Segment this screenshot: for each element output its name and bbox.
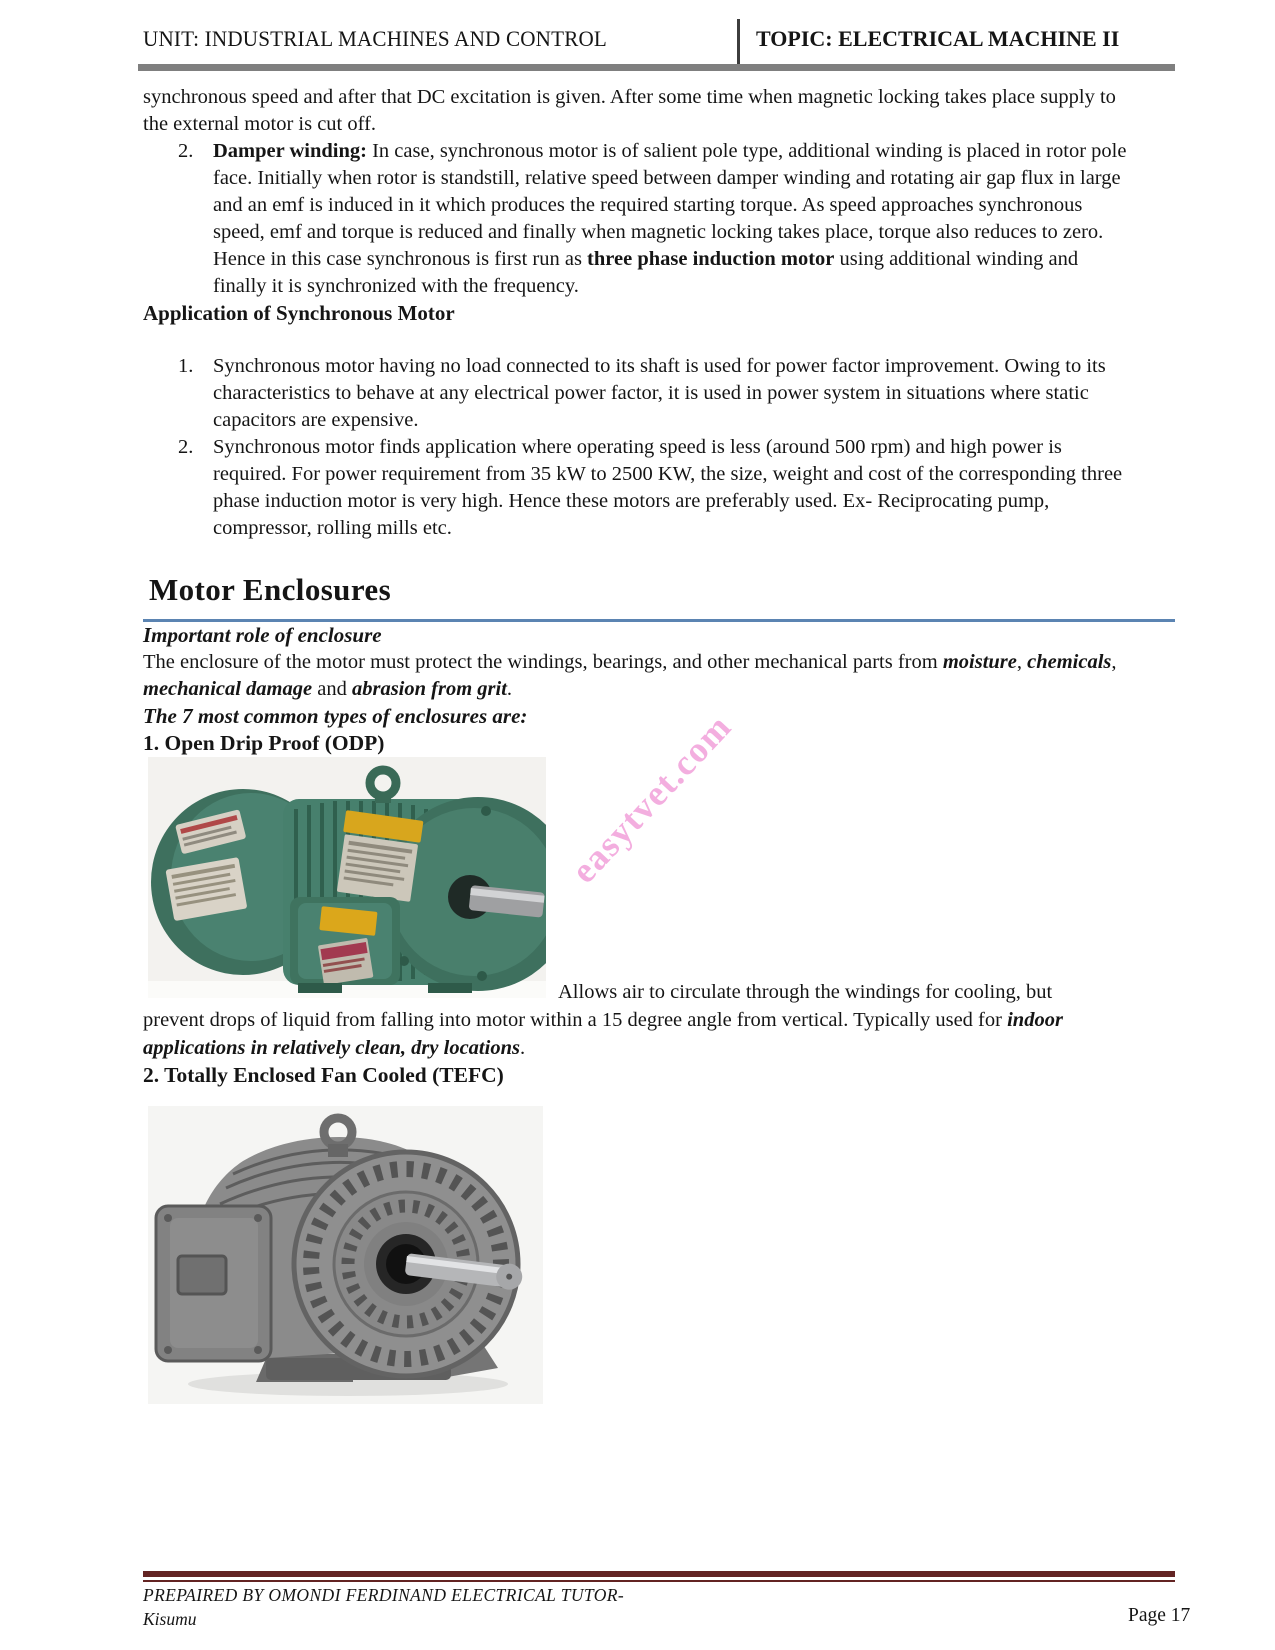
odp-motor-image bbox=[148, 757, 546, 998]
list-item-low-speed-high-power bbox=[143, 434, 1136, 542]
header-rule bbox=[138, 64, 1175, 71]
list-marker: 2. bbox=[178, 140, 194, 162]
tefc-heading: 2. Totally Enclosed Fan Cooled (TEFC) bbox=[143, 1063, 504, 1087]
header-unit-title: UNIT: INDUSTRIAL MACHINES AND CONTROL bbox=[143, 26, 608, 51]
watermark: easytvet.com bbox=[563, 706, 740, 891]
emphasis-mechanical-damage: mechanical damage bbox=[143, 678, 313, 700]
footer-rule-thick bbox=[143, 1571, 1175, 1577]
period: . bbox=[519, 1037, 526, 1059]
application-heading: Application of Synchronous Motor bbox=[143, 301, 455, 325]
continuation-paragraph: synchronous speed and after that DC excitation is given. After some time when magnetic locking takes place supply to the external motor is cut off. bbox=[143, 86, 1116, 135]
emphasis-chemicals: chemicals bbox=[1027, 651, 1112, 673]
footer-location: Kisumu bbox=[143, 1609, 197, 1629]
emphasis-moisture: moisture bbox=[942, 651, 1017, 673]
emphasis-applications-locations: applications in relatively clean, dry locations bbox=[143, 1037, 520, 1059]
damper-winding-tail: using additional winding and finally it is synchronized with the frequency. bbox=[213, 248, 1079, 297]
enclosure-protect-paragraph bbox=[143, 649, 1136, 703]
separator: , bbox=[1016, 651, 1028, 673]
list-item-damper-winding bbox=[143, 138, 1136, 300]
damper-winding-lead: Damper winding: bbox=[213, 140, 367, 162]
body-name-plate bbox=[335, 810, 424, 902]
list-marker: 1. bbox=[178, 355, 194, 377]
emphasis-abrasion: abrasion from grit bbox=[351, 678, 507, 700]
footer-page-number: Page 17 bbox=[1128, 1605, 1191, 1626]
separator: , bbox=[1111, 651, 1117, 673]
list-item-text: Synchronous motor having no load connected to its shaft is used for power factor improvement. Owing to its characteristics to behave at any electrical power factor, it is used in power system in situations where static capacitors are expensive. bbox=[213, 355, 1106, 431]
document-body bbox=[143, 84, 1136, 1404]
header-divider bbox=[737, 19, 740, 64]
application-list bbox=[143, 353, 1136, 542]
list-item-text bbox=[213, 138, 1136, 300]
three-phase-bold-phrase: three phase induction motor bbox=[587, 248, 835, 270]
list-item-text: Synchronous motor finds application where operating speed is less (around 500 rpm) and high power is required. For power requirement from 35 kW to 2500 KW, the size, weight and cost of the corresponding three phase induction motor is very high. Hence these motors are preferably used. Ex- Reciprocating pump, compressor, rolling mills etc. bbox=[213, 436, 1123, 539]
motor-enclosures-heading-block bbox=[143, 572, 1175, 622]
odp-caption-line2: prevent drops of liquid from falling into motor within a 15 degree angle from vertical. Typically used for bbox=[143, 1009, 1008, 1031]
separator: and bbox=[312, 678, 352, 700]
list-item-power-factor bbox=[143, 353, 1136, 434]
role-of-enclosure-subheading: Important role of enclosure bbox=[143, 623, 382, 647]
header-topic-title: TOPIC: ELECTRICAL MACHINE II bbox=[756, 26, 1120, 51]
period: . bbox=[506, 678, 513, 700]
motor-enclosures-heading: Motor Enclosures bbox=[149, 572, 392, 607]
seven-types-line: The 7 most common types of enclosures are: bbox=[143, 704, 528, 728]
footer-rule-thin bbox=[143, 1580, 1175, 1582]
tefc-motor-image bbox=[148, 1106, 1136, 1404]
odp-heading: 1. Open Drip Proof (ODP) bbox=[143, 731, 385, 755]
footer-prepared-by: PREPAIRED BY OMONDI FERDINAND ELECTRICAL TUTOR- bbox=[143, 1585, 625, 1605]
damper-winding-body: In case, synchronous motor is of salient pole type, additional winding is placed in rotor pole face. Initially when rotor is standstill, relative speed between damper winding and rotating air gap flux in large and an emf is induced in it which produces the required starting torque. As speed approaches synchronous speed, emf and torque is reduced and finally when magnetic locking takes place, torque also reduces to zero. Hence in this case synchronous is first run as bbox=[213, 140, 1127, 270]
list-marker: 2. bbox=[178, 436, 194, 458]
protect-lead: The enclosure of the motor must protect the windings, bearings, and other mechanical parts from bbox=[143, 651, 943, 673]
emphasis-indoor: indoor bbox=[1007, 1009, 1063, 1031]
red-brand-label bbox=[318, 938, 374, 985]
odp-caption-line1: Allows air to circulate through the windings for cooling, but bbox=[558, 981, 1053, 1003]
